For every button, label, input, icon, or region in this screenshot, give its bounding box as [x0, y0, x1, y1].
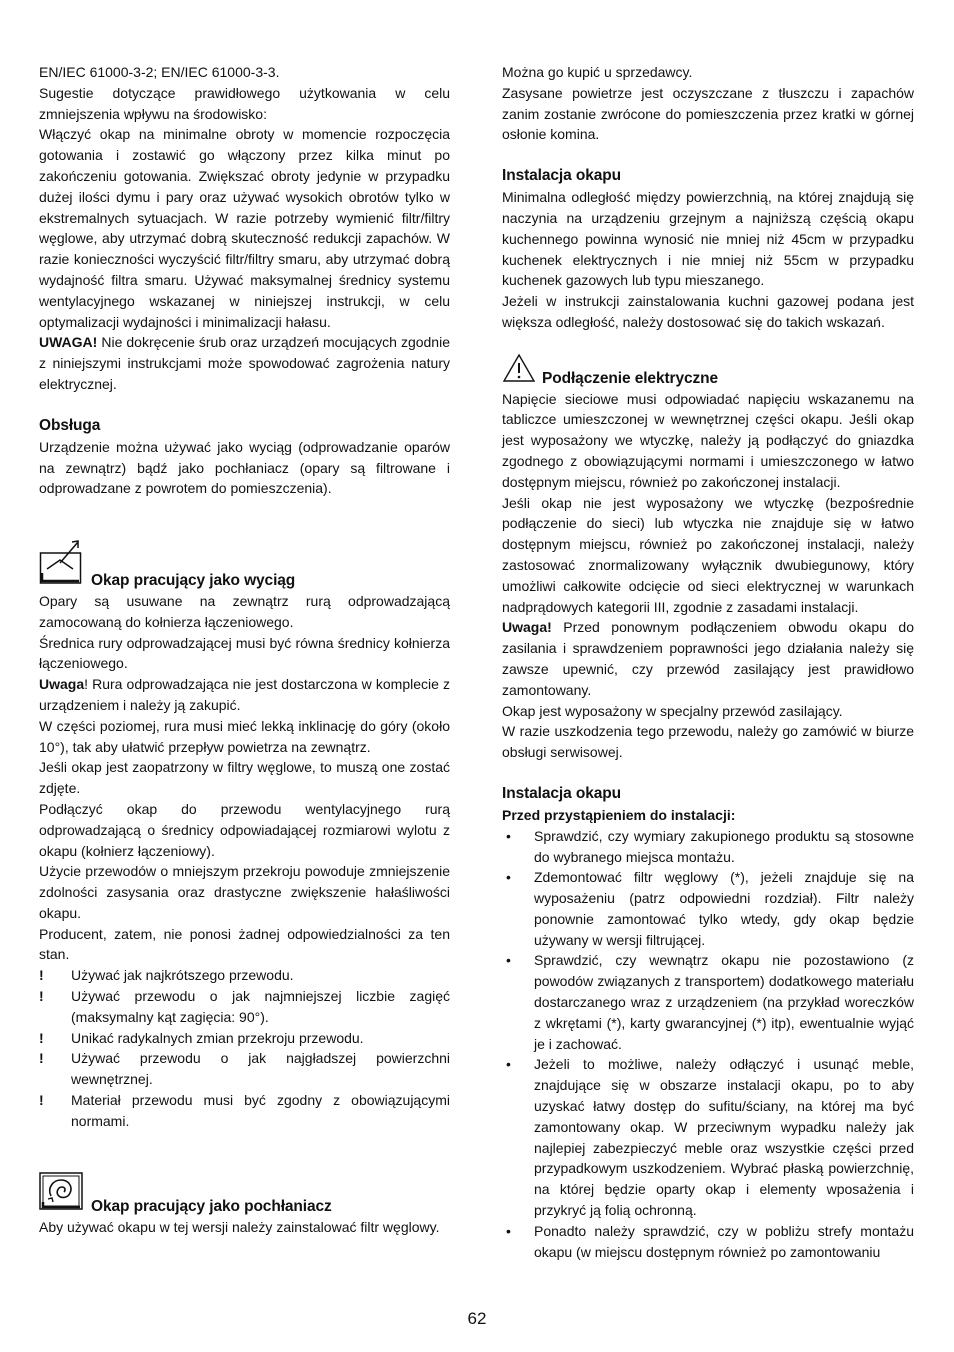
left-column: [39, 62, 450, 1238]
elektryczne-warning-label: Uwaga!: [502, 619, 552, 636]
section-title-pochlaniacz: Okap pracujący jako pochłaniacz: [91, 1198, 332, 1216]
list-item: • Zdemontować filtr węglowy (*), jeżeli znajduje się na wyposażeniu (patrz odpowiedni rozdział). Filtr należy ponownie zamontować tylko wtedy, gdy okap będzie używany w wersji filtrującej.: [502, 867, 914, 950]
elektryczne-p4: W razie uszkodzenia tego przewodu, należy go zamówić w biurze obsługi serwisowej.: [502, 723, 914, 761]
list-item: • Ponadto należy sprawdzić, czy w pobliżu strefy montażu okapu (w miejscu dostępnym również po zamontowaniu: [502, 1221, 914, 1263]
elektryczne-warning: [502, 617, 914, 700]
warning-label: UWAGA!: [39, 334, 98, 351]
section-title-wyciag: Okap pracujący jako wyciąg: [91, 571, 296, 589]
wyciag-p6: Użycie przewodów o mniejszym przekroju powoduje zmniejszenie zdolności zasysania oraz drastyczne zwiększenie hałaśliwości okapu.: [39, 863, 450, 921]
pochlaniacz-heading: [39, 1172, 450, 1218]
wyciag-note: [39, 674, 450, 716]
wyciag-note-label: Uwaga: [39, 676, 85, 693]
instalacja2-list: [502, 826, 914, 1263]
wyciag-list: [39, 965, 450, 1131]
air-cleaning-text: Zasysane powietrze jest oczyszczane z tłuszczu i zapachów zanim zostanie zwrócone do pomieszczenia przez kratki w górnej osłonie komina.: [502, 84, 914, 143]
standards-line: EN/IEC 61000-3-2; EN/IEC 61000-3-3.: [39, 64, 280, 80]
elektryczne-p2: Jeśli okap nie jest wyposażony we wtyczkę (bezpośrednie podłączenie do sieci) lub wtyczka nie znajduje się w łatwo dostępnym miejscu, również po zakończonej instalacji, należy zastosować znormalizowany wyłącznik dwubiegunowy, który umożliwi całkowite odcięcie od sieci elektrycznej w warunkach nadprądowych kategorii III, zgodnie z zasadami instalacji.: [502, 494, 914, 615]
wyciag-p3: W części poziomej, rura musi mieć lekką inklinację do góry (około 10°), tak aby ułatwić przepływ powietrza na zewnątrz.: [39, 717, 450, 755]
recirculation-hood-icon: [39, 1172, 85, 1218]
right-column: [502, 62, 914, 1262]
section-title-elektryczne: Podłączenie elektryczne: [542, 369, 719, 387]
instalacja2-subtitle: Przed przystąpieniem do instalacji:: [502, 806, 736, 823]
wyciag-p7: Producent, zatem, nie ponosi żadnej odpowiedzialności za ten stan.: [39, 925, 450, 963]
instalacja1-p2: Jeżeli w instrukcji zainstalowania kuchni gazowej podana jest większa odległość, należy dostosować się do takich wskazań.: [502, 293, 914, 330]
section-title-instalacja-1: Instalacja okapu: [502, 167, 622, 185]
suggestions-text: Włączyć okap na minimalne obroty w momencie rozpoczęcia gotowania i zostawić go włączony przez kilka minut po zakończeniu gotowania. Zwiększać obroty jedynie w przypadku dużej ilości dymu i pary oraz używać wysokich obrotów tylko w ekstremalnych sytuacjach. W razie potrzeby wymienić filtr/filtry węglowe, aby utrzymać dobrą skuteczność redukcji zapachów. W razie konieczności wyczyścić filtr/filtry smaru, aby utrzymać dobrą wydajność filtra smaru. Używać maksymalnej średnicy systemu wentylacyjnego wskazanej w niniejszej instrukcji, w celu optymalizacji wydajności i minimalizacji hałasu.: [39, 126, 450, 330]
elektryczne-warning-text: Przed ponownym podłączeniem obwodu okapu do zasilania i sprawdzeniem poprawności jego działania należy się zawsze upewnić, czy przewód zasilający jest prawidłowo zamontowany.: [502, 619, 914, 698]
list-item: ! Materiał przewodu musi być zgodny z obowiązującymi normami.: [39, 1090, 450, 1132]
wyciag-p2: Średnica rury odprowadzającej musi być równa średnicy kołnierza łączeniowego.: [39, 634, 450, 672]
pochlaniacz-text: Aby używać okapu w tej wersji należy zainstalować filtr węglowy.: [39, 1219, 440, 1236]
section-title-instalacja-2: Instalacja okapu: [502, 784, 622, 802]
list-item: ! Używać przewodu o jak najgładszej powierzchni wewnętrznej.: [39, 1048, 450, 1090]
elektryczne-p3: Okap jest wyposażony w specjalny przewód zasilający.: [502, 702, 843, 719]
warning-text: Nie dokręcenie śrub oraz urządzeń mocujących zgodnie z niniejszymi instrukcjami może spowodować zagrożenia natury elektrycznej.: [39, 334, 450, 392]
filter-purchase-text: Można go kupić u sprzedawcy.: [502, 64, 693, 80]
list-item: • Jeżeli to możliwe, należy odłączyć i usunąć meble, znajdujące się w obszarze instalacji okapu, po to aby uzyskać łatwy dostęp do sufitu/ściany, na której ma być zamontowany okap. W przeciwnym wypadku należy jak najlepiej zabezpieczyć meble oraz wszystkie części przed przypadkowym uszkodzeniem. Wybrać płaską powierzchnię, na której będzie oparty okap i elementy wposażenia i przykryć ją folią ochronną.: [502, 1054, 914, 1220]
wyciag-p1: Opary są usuwane na zewnątrz rurą odprowadzającą zamocowaną do kołnierza łączeniowego.: [39, 592, 450, 630]
warning-paragraph: [39, 332, 450, 394]
wyciag-p5: Podłączyć okap do przewodu wentylacyjnego rurą odprowadzającą o średnicy odpowiadającej rozmiarowi wylotu z okapu (kołnierz łączeniowy).: [39, 800, 450, 859]
list-item: ! Unikać radykalnych zmian przekroju przewodu.: [39, 1028, 450, 1049]
obsluga-text: Urządzenie można używać jako wyciąg (odprowadzanie oparów na zewnątrz) bądź jako pochłaniacz (opary są filtrowane i odprowadzane z powrotem do pomieszczenia).: [39, 438, 450, 497]
warning-triangle-icon: [502, 353, 536, 389]
list-item: • Sprawdzić, czy wewnątrz okapu nie pozostawiono (z powodów związanych z transportem) dodatkowego materiału dostarczanego wraz z urządzeniem (na przykład woreczków z wkrętami (*), karty gwarancyjnej (*) itp), ewentualnie wyjąć je i zachować.: [502, 950, 914, 1054]
section-title-obsluga: Obsługa: [39, 416, 101, 434]
page-number: 62: [467, 1309, 487, 1328]
ducted-hood-icon: [39, 539, 85, 591]
list-item: ! Używać przewodu o jak najmniejszej liczbie zagięć (maksymalny kąt zagięcia: 90°).: [39, 986, 450, 1028]
wyciag-p4: Jeśli okap jest zaopatrzony w filtry węglowe, to muszą one zostać zdjęte.: [39, 759, 450, 797]
list-item: • Sprawdzić, czy wymiary zakupionego produktu są stosowne do wybranego miejsca montażu.: [502, 826, 914, 868]
elektryczne-p1: Napięcie sieciowe musi odpowiadać napięciu wskazanemu na tabliczce umieszczonej w wewnętrznej części okapu. Jeśli okap jest wyposażony we wtyczkę, należy ją podłączyć do gniazdka zgodnego z obowiązującymi normami i umieszczonego w łatwo dostępnym miejscu, również po zakończonej instalacji.: [502, 390, 914, 490]
elektryczne-heading: [502, 353, 914, 389]
instalacja1-p1: Minimalna odległość między powierzchnią, na której znajdują się naczynia na urządzeniu grzejnym a najniższą częścią okapu kuchennego powinna wynosić nie mniej niż 45cm w przypadku kuchenek elektrycznych i nie mniej niż 55cm w przypadku kuchenek gazowych lub typu mieszanego.: [502, 189, 914, 289]
list-item: ! Używać jak najkrótszego przewodu.: [39, 965, 450, 986]
suggestions-heading: Sugestie dotyczące prawidłowego użytkowania w celu zmniejszenia wpływu na środowisko:: [39, 84, 450, 122]
wyciag-note-text: ! Rura odprowadzająca nie jest dostarczona w komplecie z urządzeniem i należy ją zakupić.: [39, 676, 450, 713]
wyciag-heading: [39, 539, 450, 591]
